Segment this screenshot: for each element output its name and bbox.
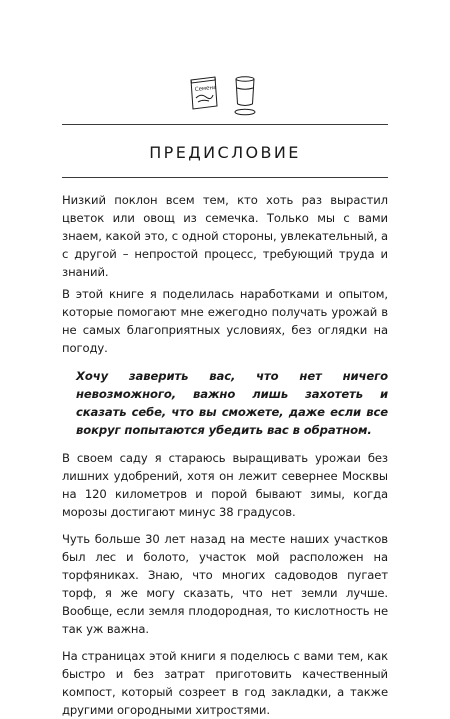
paragraph: В своем саду я стараюсь выращивать урожаи без лишних удобрений, хотя он лежит севернее Москвы на 120 километров и порой бывают зимы, когда морозы достигают минус 38 градусов. [62,451,388,519]
paragraph: Низкий поклон всем тем, кто хоть раз вырастил цветок или овощ из семечка. Только мы с вами знаем, какой это, с одной стороны, увлекательный, а с другой – непростой процесс, требующий труда и знаний. [62,193,388,279]
packet-label: Семена [194,84,217,93]
paragraph: В этой книге я поделилась наработками и опытом, которые помогают мне ежегодно получать урожай в не самых благоприятных условиях, без оглядки на погоду. [62,287,388,355]
top-rule [62,124,388,125]
glass-of-water-icon [235,77,255,115]
seed-packet-icon [191,77,217,109]
paragraph: Чуть больше 30 лет назад на месте наших участков был лес и болото, участок мой расположен на торфяниках. Знаю, что многих садоводов пугает торф, я же могу сказать, что нет земли лучше. Вообще, если земля плодородная, то кислотность не так уж важна. [62,532,388,636]
paragraph: На страницах этой книги я поделюсь с вами тем, как быстро и без затрат приготовить качественный компост, который созреет в год закладки, а также другими огородными хитростями. [62,649,388,717]
page-title: ПРЕДИСЛОВИЕ [149,143,301,162]
seed-packet-and-glass-illustration [185,66,270,122]
highlighted-quote: Хочу заверить вас, что нет ничего невозможного, важно лишь захотеть и сказать себе, что вы сможете, даже если все вокруг попытаются убедить вас в обратном. [76,369,388,437]
page-body [62,191,388,719]
bottom-rule [62,177,388,178]
